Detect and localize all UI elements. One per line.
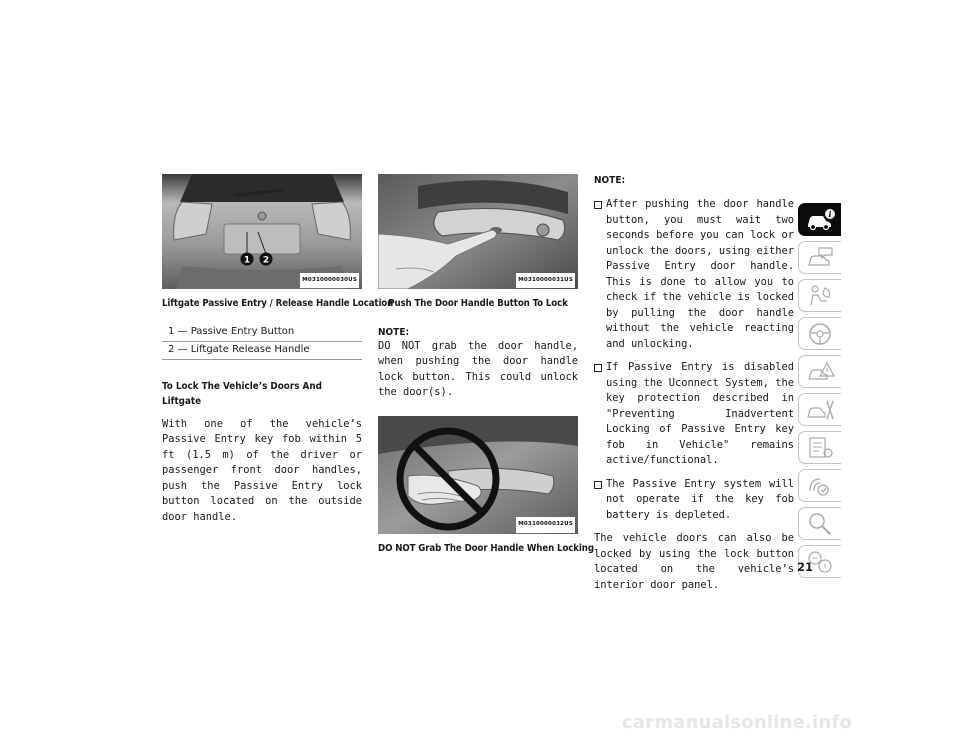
tab-service[interactable] <box>798 393 841 426</box>
checkbox-bullet-icon <box>594 364 602 372</box>
list-item: If Passive Entry is disabled using the Uconnect System, the key protection described in "Preventing Inadvertent Locking of Passive Entry key fob in Vehicle" remains active/functional. <box>594 360 794 469</box>
specifications-icon <box>805 435 837 461</box>
tab-index[interactable] <box>798 507 841 540</box>
legend-row <box>162 341 362 359</box>
list-item: After pushing the door handle button, you must wait two seconds before you can lock or unlock the doors, using either Passive Entry door handle. This is done to allow you to check if the vehicle is locked by pulling the door handle without the vehicle reacting and unlocking. <box>594 197 794 352</box>
watermark: carmanualsonline.info <box>622 712 853 733</box>
svg-text:2: 2 <box>262 255 270 266</box>
legend-row <box>162 324 362 342</box>
tab-dashboard[interactable] <box>798 241 841 274</box>
list-item: The Passive Entry system will not operate if the key fob battery is depleted. <box>594 477 794 524</box>
service-tools-icon <box>805 397 837 423</box>
note-label: NOTE: <box>378 326 410 338</box>
chapter-tabs <box>798 203 842 583</box>
section-heading: To Lock The Vehicle’s Doors And Liftgate <box>162 380 322 407</box>
body-paragraph: The vehicle doors can also be locked by using the lock button located on the vehicle’s interior door panel. <box>594 532 794 591</box>
tab-specifications[interactable] <box>798 431 841 464</box>
figure-liftgate <box>162 174 362 289</box>
tab-vehicle-info[interactable] <box>798 203 841 236</box>
legend-item: 1 — Passive Entry Button <box>162 324 362 342</box>
door-handle-grab-illustration <box>378 416 578 534</box>
roadside-warning-icon <box>805 359 837 385</box>
steering-wheel-icon <box>805 321 837 347</box>
multimedia-icon <box>805 473 837 499</box>
figure-code: M0310000031US <box>516 273 575 289</box>
index-search-icon <box>805 511 837 537</box>
legend-item: 2 — Liftgate Release Handle <box>162 341 362 359</box>
checkbox-bullet-icon <box>594 201 602 209</box>
figure-push-button <box>378 174 578 289</box>
page-number: 21 <box>797 560 814 574</box>
figure-code: M0310000030US <box>300 273 359 289</box>
note-bullets <box>594 197 794 523</box>
svg-text:1: 1 <box>243 255 251 266</box>
figure-caption: DO NOT Grab The Door Handle When Locking <box>378 542 594 554</box>
note-text: DO NOT grab the door handle, when pushing the door handle lock button. This could unlock the door(s). <box>378 339 578 398</box>
column-right <box>594 174 794 593</box>
dashboard-message-icon <box>805 245 837 271</box>
tab-emergency[interactable] <box>798 355 841 388</box>
figure-legend <box>162 324 362 360</box>
tab-driving[interactable] <box>798 317 841 350</box>
figure-code: M0310000032US <box>516 517 575 533</box>
figure-caption: Push The Door Handle Button To Lock <box>388 298 568 309</box>
tab-multimedia[interactable] <box>798 469 841 502</box>
figure-do-not-grab <box>378 416 578 534</box>
checkbox-bullet-icon <box>594 481 602 489</box>
tab-safety[interactable] <box>798 279 841 312</box>
safety-airbag-icon <box>805 283 837 309</box>
figure-caption: Liftgate Passive Entry / Release Handle Location <box>162 298 394 309</box>
column-middle <box>378 174 594 556</box>
vehicle-info-icon <box>805 207 837 233</box>
body-paragraph: With one of the vehicle’s Passive Entry key fob within 5 ft (1.5 m) of the driver or passenger front door handles, push the Passive Entry lock button located on the outside door handle. <box>162 417 362 523</box>
note-label: NOTE: <box>594 175 626 186</box>
svg-text:i: i <box>828 209 832 219</box>
